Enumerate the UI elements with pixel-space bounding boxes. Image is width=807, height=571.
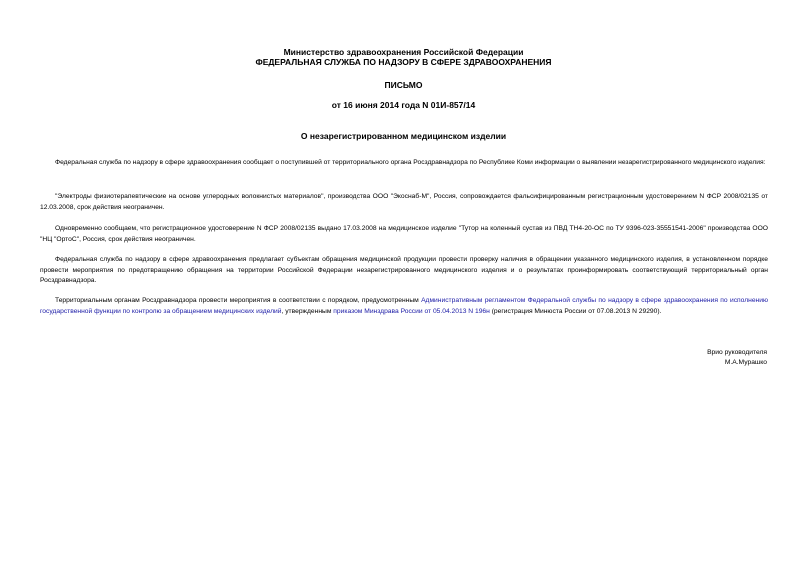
paragraph-5 <box>40 296 768 317</box>
paragraph-5-text-b: , утвержденным <box>281 307 334 315</box>
paragraph-2: "Электроды физиотерапевтические на основе углеродных волокнистых материалов", производства ООО "Экоснаб-М", Россия, сопровождается фальсифицированным регистрационным удостоверением N ФСР 2008/02135 от 12.03.2008, срок действия неограничен. <box>40 193 768 211</box>
paragraph-3: Одновременно сообщаем, что регистрационное удостоверение N ФСР 2008/02135 выдано 17.03.2008 на медицинское изделие "Тутор на коленный сустав из ПВД ТН4-20-ОС по ТУ 9396-023-35551541-2006" производства ООО "НЦ "ОртоС", Россия, срок действия неограничен. <box>40 225 768 243</box>
paragraph-5-text-c: (регистрация Минюста России от 07.08.2013 N 29290). <box>489 307 662 315</box>
signature-name: М.А.Мурашко <box>724 359 767 366</box>
ministry-title: Министерство здравоохранения Российской Федерации <box>283 47 524 57</box>
regulation-link[interactable]: Административным регламентом Федеральной службы по надзору в сфере здравоохранения по исполнению государственной функции по контролю за обращением медицинских изделий <box>40 297 769 315</box>
paragraph-1: Федеральная служба по надзору в сфере здравоохранения сообщает о поступившей от территориального органа Росздравнадзора по Республике Коми информации о выявлении незарегистрированного медицинского изделия: <box>55 159 766 166</box>
order-link[interactable]: приказом Минздрава России от 05.04.2013 N 196н <box>333 307 490 315</box>
document-subject: О незарегистрированном медицинском изделии <box>300 131 507 141</box>
signature-position: Врио руководителя <box>707 349 767 356</box>
service-title: ФЕДЕРАЛЬНАЯ СЛУЖБА ПО НАДЗОРУ В СФЕРЕ ЗДРАВООХРАНЕНИЯ <box>255 57 552 67</box>
document-date: от 16 июня 2014 года N 01И-857/14 <box>331 100 476 110</box>
paragraph-4: Федеральная служба по надзору в сфере здравоохранения предлагает субъектам обращения медицинской продукции провести проверку наличия в обращении указанного медицинского изделия, в установленном порядке провести мероприятия по предотвращению обращения на территории Российской Федерации незарегистрированного медицинского изделия и о результатах проинформировать соответствующий территориальный орган Росздравнадзора. <box>40 256 768 284</box>
document-type: ПИСЬМО <box>384 80 423 90</box>
paragraph-5-text-a: Территориальным органам Росздравнадзора провести мероприятия в соответствии с порядком, предусмотренным <box>55 297 422 304</box>
